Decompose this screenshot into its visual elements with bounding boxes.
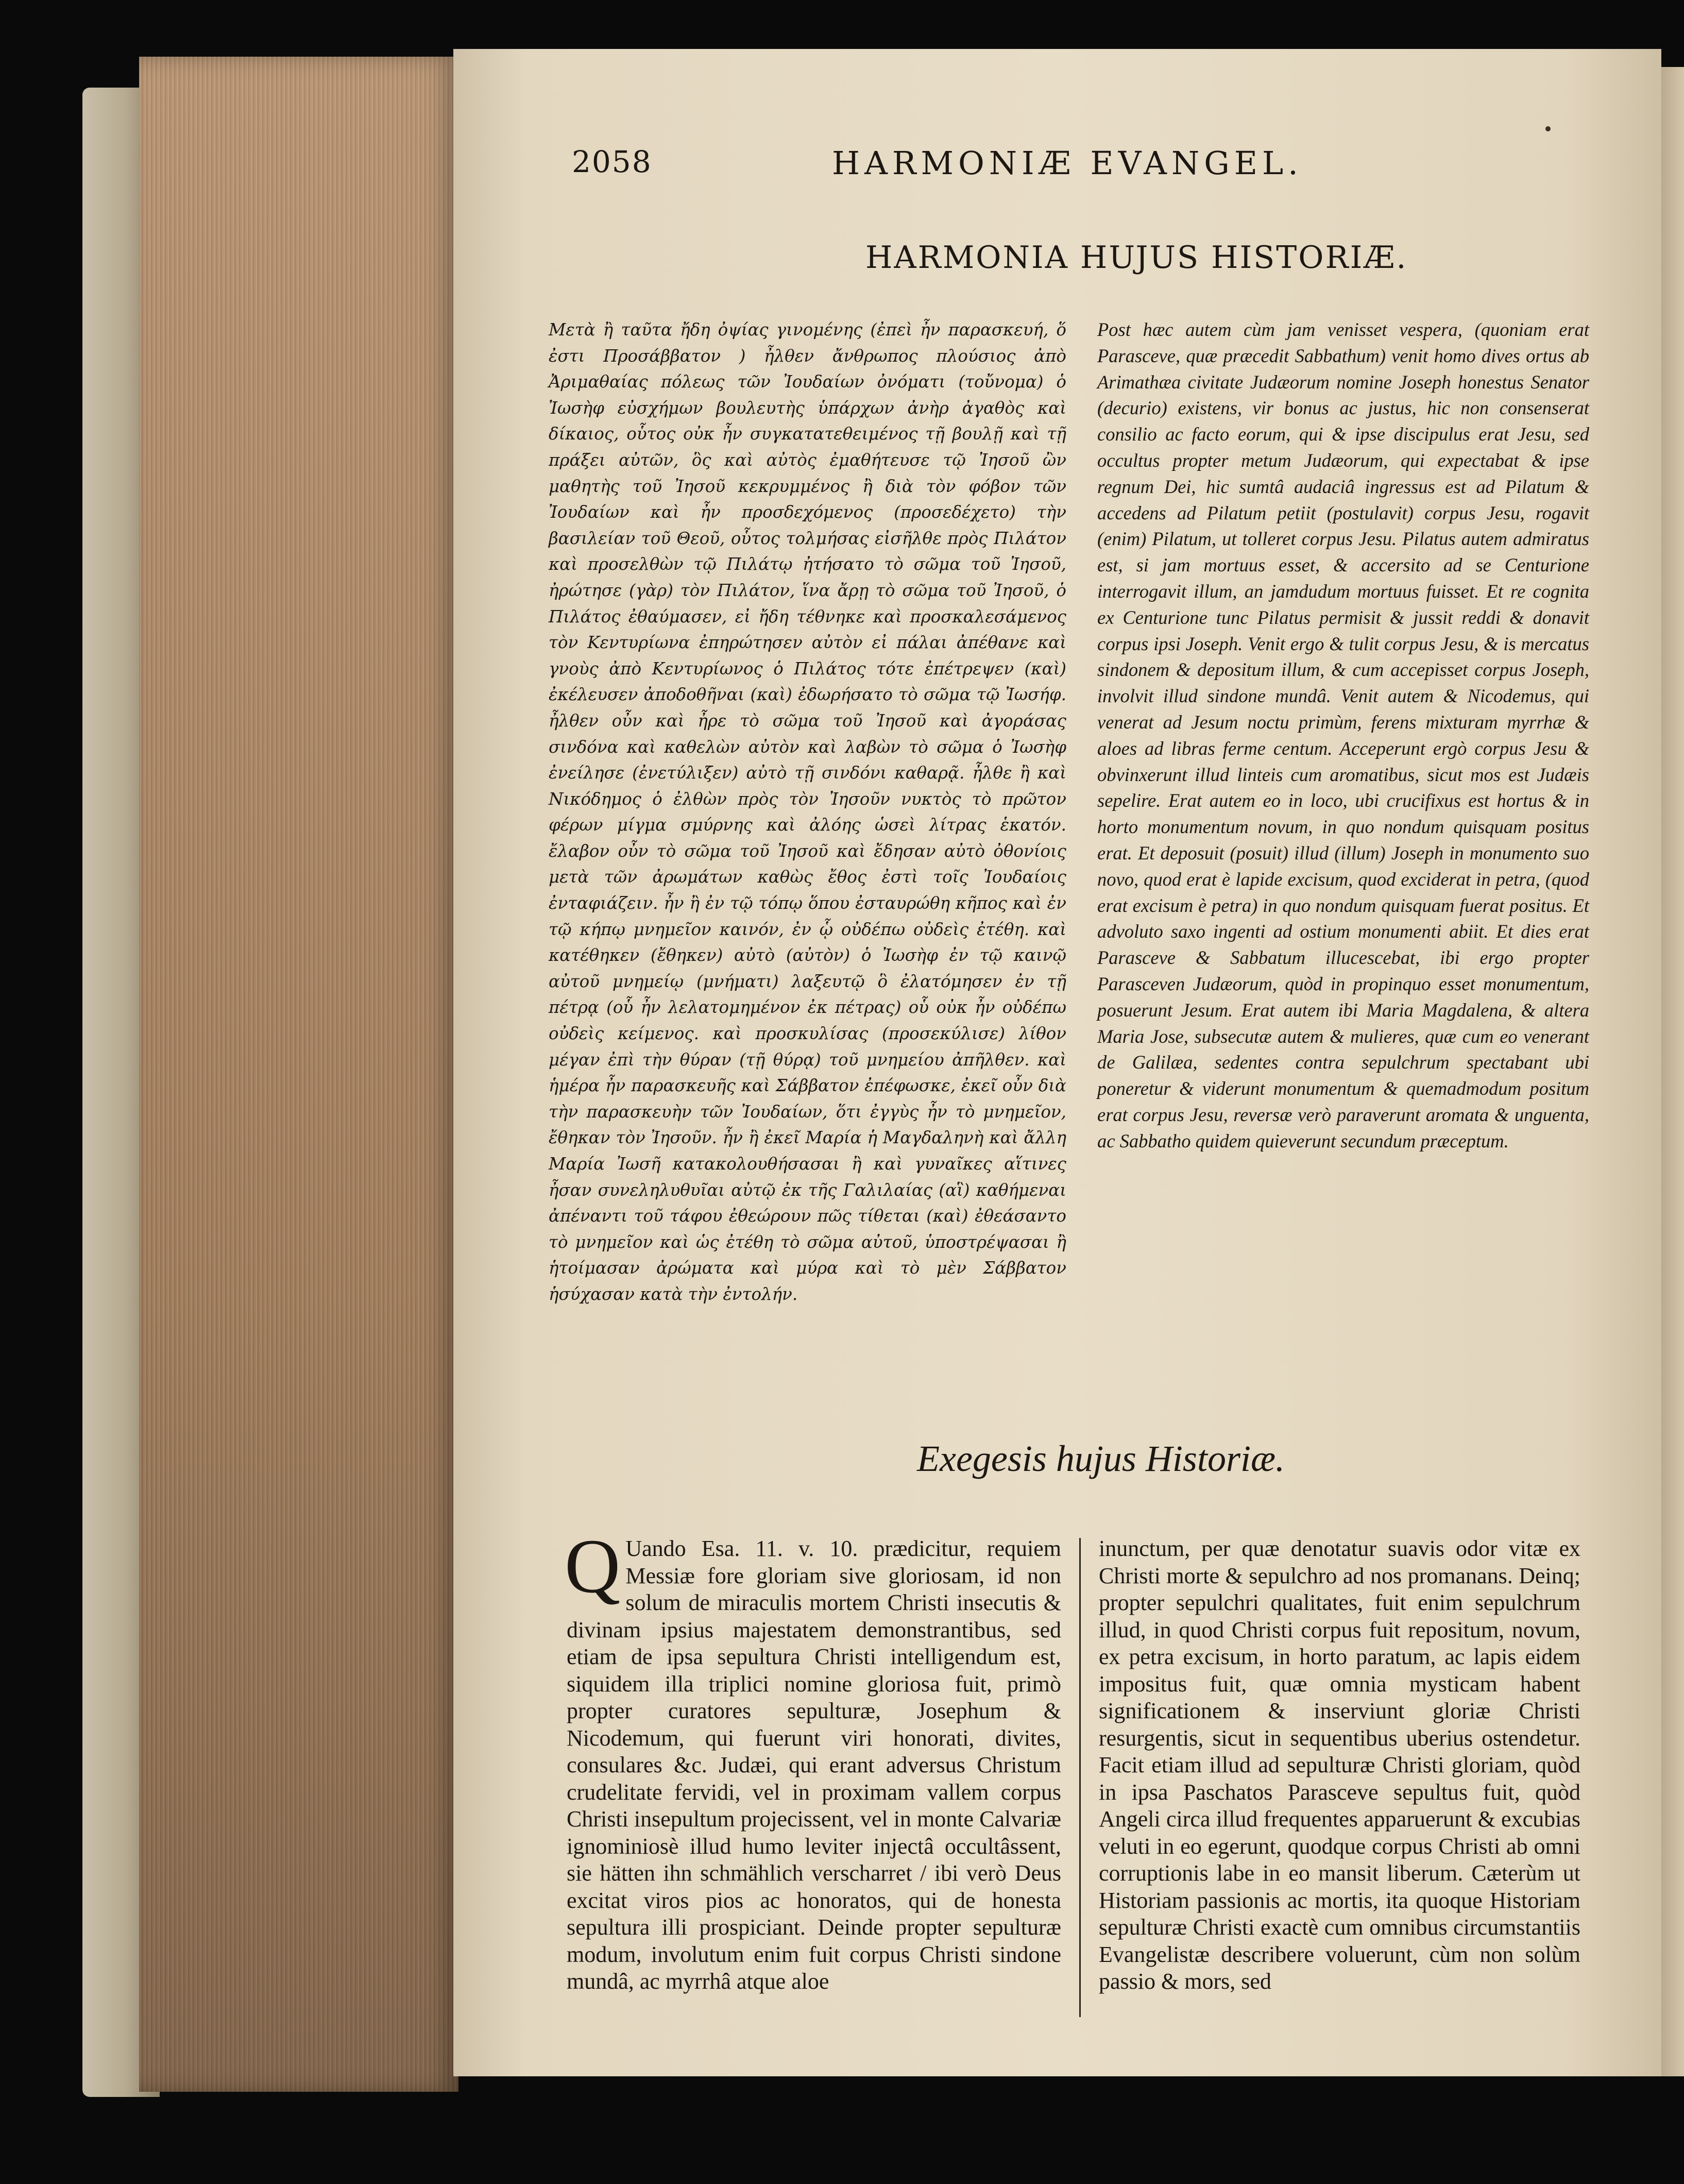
exegesis-left-column	[565, 1523, 1061, 1995]
section-title: HARMONIA HUJUS HISTORIÆ.	[865, 240, 1408, 276]
exegesis-left-text: Uando Esa. 11. v. 10. prædicitur, requiem Messiæ fore gloriam sive gloriosam, id non solum de miraculis mortem Christi insecutis & divinam ipsius majestatem demonstrantibus, sed etiam de ipsa sepultura Christi intelligendum est, siquidem illa triplici nomine gloriosa fuit, primò propter curatores sepulturæ, Josephum & Nicodemum, qui fuerunt viri honorati, divites, consulares &c. Judæi, qui erant adversus Christum crudelitate fervidi, vel in proximam vallem corpus Christi insepultum projecissent, vel in monte Calvariæ ignominiosè illud humo leviter injectâ occultâssent, sie hätten ihn schmählich verscharret / ibi verò Deus excitat viros pios ac honoratos, qui de honesta sepultura illi prospiciant. Deinde propter sepulturæ modum, involutum enim fuit corpus Christi sindone mundâ, ac myrrhâ atque aloe	[567, 1536, 1061, 1994]
exegesis-right-column: inunctum, per quæ denotatur suavis odor vitæ ex Christi morte & sepulchro ad nos promanans. Deinq; propter sepulchri qualitates, fuit enim sepulchrum illud, in quod Christi corpus fuit repositum, novum, ex petra excisum, in horto paratum, ac lapis eidem impositus fuit, quæ omnia mysticam habent significationem & inserviunt gloriæ Christi resurgentis, sicut in sequentibus uberius ostendetur. Facit etiam illud ad sepulturæ Christi gloriam, quòd in ipsa Paschatos Parasceve sepultus fuit, quòd Angeli circa illud frequentes apparuerunt & excubias veluti in eo egerunt, quodque corpus Christi ab omni corruptionis labe in eo mansit liberum. Cæterùm ut Historiam passionis ac mortis, ita quoque Historiam sepulturæ Christi exactè cum omnibus circumstantiis Evangelistæ describere voluerunt, cùm non solùm passio & mors, sed	[1099, 1536, 1580, 1994]
running-title: HARMONIÆ EVANGEL.	[832, 144, 1303, 182]
exegesis-heading: Exegesis hujus Historiæ.	[917, 1438, 1285, 1479]
drop-cap: Q	[565, 1523, 621, 1609]
running-head	[572, 144, 1602, 191]
latin-text-column: Post hæc autem cùm jam venisset vespera, (quoniam erat Parasceve, quæ præcedit Sabbathum) venit homo dives ortus ab Arimathæa civitate Judæorum nomine Joseph honestus Senator (decurio) existens, vir bonus ac justus, hic non consenserat consilio ac facto eorum, qui & ipse discipulus erat Jesu, sed occultus propter metum Judæorum, qui expectabat & ipse regnum Dei, hic sumtâ audaciâ ingressus est ad Pilatum & accedens ad Pilatum petiit (postulavit) corpus Jesu, rogavit (enim) Pilatum, ut tolleret corpus Jesu. Pilatus autem admiratus est, si jam mortuus esset, & accersito ad se Centurione interrogavit illum, an jamdudum mortuus fuisset. Et re cognita ex Centurione tunc Pilatus permisit & jussit reddi & donavit corpus ipsi Joseph. Venit ergo & tulit corpus Jesu, & is mercatus sindonem & depositum illum, & cum accepisset corpus Joseph, involvit illud sindone mundâ. Venit autem & Nicodemus, qui venerat ad Jesum noctu primùm, ferens mixturam myrrhæ & aloes ad libras ferme centum. Acceperunt ergò corpus Jesu & obvinxerunt illud linteis cum aromatibus, sicut mos est Judæis sepelire. Erat autem eo in loco, ubi crucifixus est hortus & in horto monumentum novum, in quo nondum quisquam positus erat. Et deposuit (posuit) illud (illum) Joseph in monumento suo novo, quod erat è lapide excisum, quod exciderat in petra, (quod erat excisum è petra) in quo nondum quisquam fuerat positus. Et advoluto saxo ingenti ad ostium monumenti abiit. Et dies erat Parasceve & Sabbatum illucescebat, ibi ergo propter Parasceven Judæorum, quòd in propinquo esset monumentum, posuerunt Jesum. Erat autem ibi Maria Magdalena, & altera Maria Jose, subsecutæ autem & mulieres, quæ cum eo venerant de Galilæa, sedentes contra sepulchrum spectabant ubi poneretur & viderunt monumentum & quemadmodum positum erat corpus Jesu, reversæ verò paraverunt aromata & unguenta, ac Sabbatho quidem quieverunt secundum præceptum.	[1097, 319, 1589, 1152]
column-divider	[1079, 1538, 1081, 2017]
greek-text-column: Μετὰ ἢ ταῦτα ἤδη ὀψίας γινομένης (ἐπεὶ ἦν παρασκευή, ὅ ἐστι Προσάββατον ) ἦλθεν ἄνθρωπος πλούσιος ἀπὸ Ἀριμαθαίας πόλεως τῶν Ἰουδαίων ὀνόματι (τοὔνομα) ὁ Ἰωσὴφ εὐσχήμων βουλευτὴς ὑπάρχων ἀνὴρ ἀγαθὸς καὶ δίκαιος, οὗτος οὐκ ἦν συγκατατεθειμένος τῇ βουλῇ καὶ τῇ πράξει αὐτῶν, ὃς καὶ αὐτὸς ἐμαθήτευσε τῷ Ἰησοῦ ὢν μαθητὴς τοῦ Ἰησοῦ κεκρυμμένος ἢ διὰ τὸν φόβον τῶν Ἰουδαίων καὶ ἦν προσδεχόμενος (προσεδέχετο) τὴν βασιλείαν τοῦ Θεοῦ, οὗτος τολμήσας εἰσῆλθε πρὸς Πιλάτον καὶ προσελθὼν τῷ Πιλάτῳ ἠτήσατο τὸ σῶμα τοῦ Ἰησοῦ, ἠρώτησε (γὰρ) τὸν Πιλάτον, ἵνα ἄρῃ τὸ σῶμα τοῦ Ἰησοῦ, ὁ Πιλάτος ἐθαύμασεν, εἰ ἤδη τέθνηκε καὶ προσκαλεσάμενος τὸν Κεντυρίωνα ἐπηρώτησεν αὐτὸν εἰ πάλαι ἀπέθανε καὶ γνοὺς ἀπὸ Κεντυρίωνος ὁ Πιλάτος τότε ἐπέτρεψεν (καὶ) ἐκέλευσεν ἀποδοθῆναι (καὶ) ἐδωρήσατο τὸ σῶμα τῷ Ἰωσήφ. ἦλθεν οὖν καὶ ἦρε τὸ σῶμα τοῦ Ἰησοῦ καὶ ἀγοράσας σινδόνα καὶ καθελὼν αὐτὸν καὶ λαβὼν τὸ σῶμα ὁ Ἰωσὴφ ἐνείλησε (ἐνετύλιξεν) αὐτὸ τῇ σινδόνι καθαρᾷ. ἦλθε ἢ καὶ Νικόδημος ὁ ἐλθὼν πρὸς τὸν Ἰησοῦν νυκτὸς τὸ πρῶτον φέρων μίγμα σμύρνης καὶ ἀλόης ὡσεὶ λίτρας ἑκατόν. ἔλαβον οὖν τὸ σῶμα τοῦ Ἰησοῦ καὶ ἔδησαν αὐτὸ ὀθονίοις μετὰ τῶν ἀρωμάτων καθὼς ἔθος ἐστὶ τοῖς Ἰουδαίοις ἐνταφιάζειν. ἦν ἢ ἐν τῷ τόπῳ ὅπου ἐσταυρώθη κῆπος καὶ ἐν τῷ κήπῳ μνημεῖον καινόν, ἐν ᾧ οὐδέπω οὐδεὶς ἐτέθη. καὶ κατέθηκεν (ἔθηκεν) αὐτὸ (αὐτὸν) ὁ Ἰωσὴφ ἐν τῷ καινῷ αὐτοῦ μνημείῳ (μνήματι) λαξευτῷ ὃ ἐλατόμησεν ἐν τῇ πέτρᾳ (οὗ ἦν λελατομημένον ἐκ πέτρας) οὗ οὐκ ἦν οὐδέπω οὐδεὶς κείμενος. καὶ προσκυλίσας (προσεκύλισε) λίθον μέγαν ἐπὶ τὴν θύραν (τῇ θύρᾳ) τοῦ μνημείου ἀπῆλθεν. καὶ ἡμέρα ἦν παρασκευῆς καὶ Σάββατον ἐπέφωσκε, ἐκεῖ οὖν διὰ τὴν παρασκευὴν τῶν Ἰουδαίων, ὅτι ἐγγὺς ἦν τὸ μνημεῖον, ἔθηκαν τὸν Ἰησοῦν. ἦν ἢ ἐκεῖ Μαρία ἡ Μαγδαληνὴ καὶ ἄλλη Μαρία Ἰωσῆ κατακολουθήσασαι ἢ καὶ γυναῖκες αἵτινες ἦσαν συνεληλυθυῖαι αὐτῷ ἐκ τῆς Γαλιλαίας (αἳ) καθήμεναι ἀπέναντι τοῦ τάφου ἐθεώρουν πῶς τίθεται (καὶ) ἐθεάσαντο τὸ μνημεῖον καὶ ὡς ἐτέθη τὸ σῶμα αὐτοῦ, ὑποστρέψασαι ἢ ἡτοίμασαν ἀρώματα καὶ μύρα καὶ τὸ μὲν Σάββατον ἡσύχασαν κατὰ τὴν ἐντολήν.	[549, 320, 1066, 1304]
book-page	[453, 49, 1661, 2076]
ink-spot	[1545, 126, 1551, 131]
page-number: 2058	[572, 144, 652, 179]
book-fore-edge	[139, 57, 458, 2092]
